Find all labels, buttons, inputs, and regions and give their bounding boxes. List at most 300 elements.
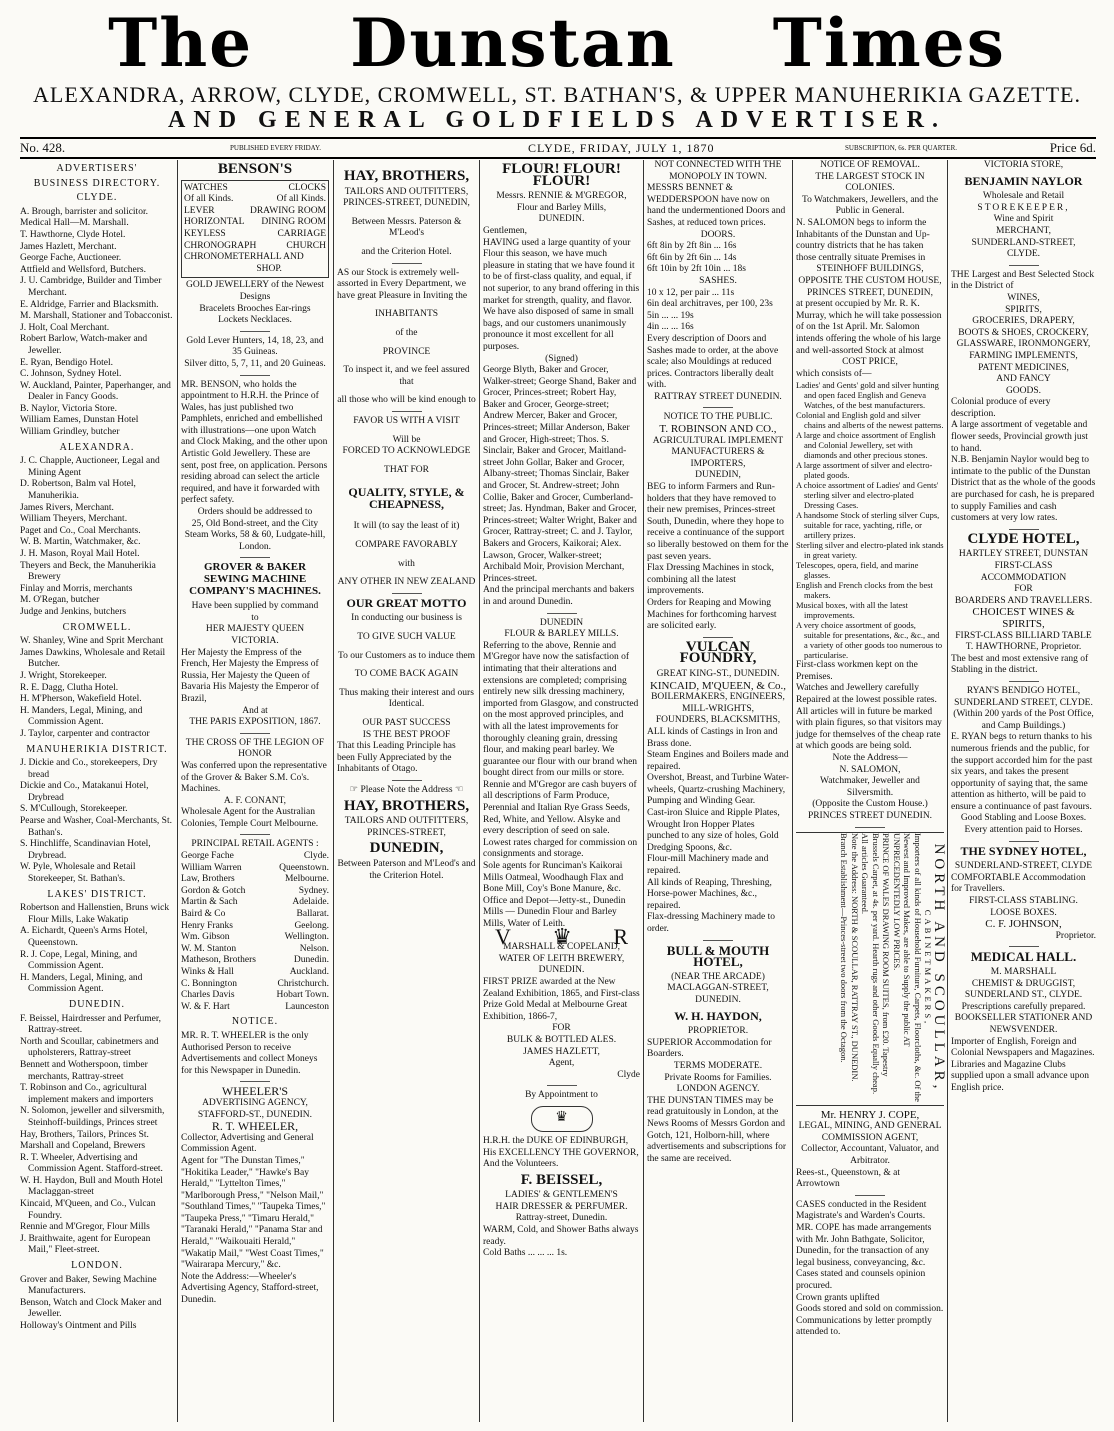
stated-text: Cases stated and counsels opinion procured. xyxy=(796,1269,926,1291)
agent-town: Clyde. xyxy=(303,851,329,862)
directory-entry: Marshall and Copeland, Brewers xyxy=(20,1141,146,1152)
stock-item: A handsome Stock of sterling silver Cups, suitable for race, yachting, rifle, or artillery prizes. xyxy=(796,510,940,541)
bennet-text: MESSRS BENNET & WEDDERSPOON have now on hand the undermentioned Doors and Sashes, at reduced town prices. xyxy=(647,183,786,228)
queen-victoria: HER MAJESTY QUEEN VICTORIA. xyxy=(205,624,305,646)
come-back-text: TO COME BACK AGAIN xyxy=(354,669,459,680)
it-will-text: It will (to say the least of it) xyxy=(353,521,460,532)
column-hay-brothers xyxy=(337,160,476,1422)
between-2: Between Paterson and M'Leod's and xyxy=(337,858,476,869)
superior-text: SUPERIOR Accommodation for Boarders. xyxy=(647,1037,772,1060)
directory-entry: N. Solomon, jeweller and silversmith, Steinhoff-buildings, Princes street xyxy=(20,1106,165,1128)
cope-name: Mr. HENRY J. COPE, xyxy=(820,1108,920,1121)
publication-frequency: PUBLISHED EVERY FRIDAY. xyxy=(230,144,321,152)
directory-entry: Bennett and Wotherspoon, timber merchants, Rattray-street xyxy=(20,1059,148,1082)
agent-name: William Warren xyxy=(181,862,242,873)
stock-item: Ladies' and Gents' gold and silver hunting and open faced English and Geneva Watches, of the best manufacturers. xyxy=(796,380,939,411)
mills-text: Mills — Dunedin Flour and Barley Mills, Water of Leith. xyxy=(483,907,617,929)
agent-town: Ballarat. xyxy=(296,909,329,920)
directory-entry: F. Beissel, Hairdresser and Perfumer, Rattray-street. xyxy=(20,1013,162,1036)
all-those-text: all those who will be kind enough to xyxy=(337,395,476,406)
and-at-label: And at xyxy=(242,705,268,716)
directory-entry: Benson, Watch and Clock Maker and Jeweller. xyxy=(20,1297,162,1320)
opposite-custom: OPPOSITE THE CUSTOM HOUSE, PRINCES STREET, DUNEDIN, xyxy=(798,275,942,298)
clocks-label: CLOCKS xyxy=(288,182,326,193)
repairs-text: Watches and Jewellery carefully Repaired at the lowest possible rates. xyxy=(796,683,937,706)
prescriptions: Prescriptions carefully prepared. xyxy=(961,1001,1086,1012)
hay-subheading: TAILORS AND OUTFITTERS, xyxy=(344,186,469,197)
favor-text: FAVOR US WITH A VISIT xyxy=(353,415,460,426)
salomon-trade: Watchmaker, Jeweller and Silversmith. xyxy=(820,776,920,798)
jewellery-types-2: Lockets Necklaces. xyxy=(218,315,292,326)
directory-entry: J. H. Mason, Royal Mail Hotel. xyxy=(20,549,140,559)
door-price: 6ft 8in by 2ft 8in ... 16s xyxy=(647,241,737,252)
north-scoullar-title: NORTH AND SCOULLAR, xyxy=(931,843,947,1093)
watch-type: KEYLESS xyxy=(184,228,226,239)
grover-heading: GROVER & BAKER SEWING MACHINE COMPANY'S MACHINES. xyxy=(189,561,321,597)
legion-of-honor: THE CROSS OF THE LEGION OF HONOR xyxy=(185,737,325,760)
steam-text: Steam Engines and Boilers made and repaired. xyxy=(647,750,789,772)
value-text: TO GIVE SUCH VALUE xyxy=(357,632,456,643)
divider xyxy=(392,411,422,412)
title-word-dunstan: Dunstan xyxy=(350,4,676,82)
north-scoullar-address: Note the Address: NORTH & SCOULLAR, RATTRAY ST., DUNEDIN. Branch Establishment—Princes-street two doors from the Octagon. xyxy=(839,832,860,1082)
directory-entry: A. Eichardt, Queen's Arms Hotel, Queenstown. xyxy=(20,926,148,948)
near-arcade: (NEAR THE ARCADE) xyxy=(671,971,765,982)
column-rule xyxy=(333,160,334,1422)
agents-heading: PRINCIPAL RETAIL AGENTS : xyxy=(191,839,319,850)
lowest-text: Lowest rates charged for commission on consignments and storage. xyxy=(483,837,638,860)
sashes-heading: SASHES. xyxy=(699,275,737,286)
crest-letter-v: V xyxy=(495,923,511,949)
importer-text: Importer of English, Foreign and Colonial Newspapers and Magazines. xyxy=(951,1036,1095,1059)
watch-type: HORIZONTAL xyxy=(184,217,245,228)
directory-entry: Judge and Jenkins, butchers xyxy=(20,606,127,617)
agent-name: W. M. Stanton xyxy=(181,943,237,954)
signed: (Signed) xyxy=(545,353,578,364)
door-price: 6ft 6in by 2ft 6in ... 14s xyxy=(647,252,737,263)
proprietor: PROPRIETOR. xyxy=(687,1026,749,1037)
flour-heading: FLOUR! FLOUR! FLOUR! xyxy=(502,161,621,189)
clock-type: DRAWING ROOM xyxy=(249,205,326,216)
royal-patrons: Her Majesty the Empress of the French, Her Majesty the Empress of Russia, Her Majesty the Queen of Bavaria His Majesty the Emperor of Brazil, xyxy=(181,647,319,704)
directory-entry: E. Ryan, Bendigo Hotel. xyxy=(20,357,114,368)
robinson-dunedin: DUNEDIN, xyxy=(695,470,741,481)
agent-name: W. & F. Hart xyxy=(181,1001,230,1012)
directory-entry: M. O'Regan, butcher xyxy=(20,595,100,606)
cases-text: CASES conducted in the Resident Magistrate's and Warden's Courts. xyxy=(796,1199,927,1222)
sash-price: 4in ... ... 16s xyxy=(647,322,694,333)
directory-entry: S. Hinchliffe, Scandinavian Hotel, Drybread. xyxy=(20,839,151,861)
divider xyxy=(547,613,577,614)
hay-address: PRINCES-STREET, DUNEDIN, xyxy=(343,198,470,209)
directory-entry: H. Manders, Legal, Mining, and Commission Agent. xyxy=(20,972,143,995)
newspaper-title xyxy=(0,6,1114,80)
cost-price: COST PRICE, xyxy=(842,357,898,368)
kincaid-name: KINCAID, M'QUEEN, & Co., xyxy=(649,679,787,692)
dunedin-mills-heading: DUNEDIN xyxy=(539,617,584,628)
cope-collector: Collector, Accountant, Valuator, and Arbitrator. xyxy=(801,1144,939,1166)
directory-entry: W. Auckland, Painter, Paperhanger, and Dealer in Fancy Goods. xyxy=(20,380,171,403)
monopoly-heading: NOT CONNECTED WITH THE MONOPOLY IN TOWN. xyxy=(654,160,782,182)
gentlemen: Gentlemen, xyxy=(483,225,528,236)
ladies-gentlemen: LADIES' & GENTLEMEN'S xyxy=(505,1190,618,1201)
rtw-text: Collector, Advertising and General Commission Agent. xyxy=(181,1132,314,1155)
section-heading-cromwell: CROMWELL. xyxy=(62,621,132,633)
salomon-stock-list xyxy=(796,380,944,660)
identical-text: Identical. xyxy=(388,699,425,710)
agent-row xyxy=(181,851,329,863)
for-label: FOR xyxy=(552,1023,571,1034)
benson-heading: BENSON'S xyxy=(217,161,293,177)
section-heading-london: LONDON. xyxy=(71,1260,123,1272)
title-word-times: Times xyxy=(772,4,1006,82)
benson-text: MR. BENSON, who holds the appointment to H.R.H. the Prince of Wales, has just published two Pamphlets, enriched and embellished with illustrations—one upon Watch and Clock Making, and the other upon Artistic Gold Jewellery. These are sent, post free, on application. Persons residing abroad can select the article required, and have it forwarded with perfect safety. xyxy=(181,379,328,506)
orders-text: Orders for Reaping and Mowing Machines for forthcoming harvest are solicited early. xyxy=(647,597,777,632)
founders: FOUNDERS, BLACKSMITHS, xyxy=(655,715,781,726)
agent-row xyxy=(181,955,329,967)
masthead-subtitle: ALEXANDRA, ARROW, CLYDE, CROMWELL, ST. BATHAN'S, & UPPER MANUHERIKIA GAZETTE. xyxy=(33,82,1081,107)
directory-entry: E. Aldridge, Farrier and Blacksmith. xyxy=(20,299,159,310)
salomon-name: N. SALOMON, xyxy=(839,764,901,775)
directory-entry: North and Scoullar, cabinetmers and upholsterers, Rattray-street xyxy=(20,1036,159,1059)
agent-town: Dunedin. xyxy=(293,955,329,966)
flax-dressing-text: Flax-dressing Machinery made to order. xyxy=(647,912,775,934)
naylor-name: BENJAMIN NAYLOR xyxy=(964,173,1083,188)
goods-stored: Goods stored and sold on commission. xyxy=(796,1304,944,1315)
prize-text: FIRST PRIZE awarded at the New Zealand Exhibition, 1865, and First-class Prize Gold Medal at Melbourne Great Exhibition, 1866-7, xyxy=(483,976,640,1022)
cabinetmakers: CABINETMAKERS, xyxy=(923,909,934,1026)
issue-number: No. 428. xyxy=(20,140,66,155)
divider xyxy=(1009,529,1039,530)
benson-product-table xyxy=(181,180,329,279)
agent-town: Auckland. xyxy=(289,967,329,977)
beissel-name: F. BEISSEL, xyxy=(520,1171,603,1188)
agent-name: Wm. Gibson xyxy=(181,932,230,943)
hay-stock-text: AS our Stock is extremely well-assorted in Every Department, we have great Pleasure in Inviting the xyxy=(337,267,468,301)
province: PROVINCE xyxy=(382,346,431,357)
directory-entry: T. Robinson and Co., agricultural implement makers and importers xyxy=(20,1083,154,1105)
hay-between: Between Messrs. Paterson & M'Leod's xyxy=(351,216,462,239)
divider xyxy=(240,1081,270,1082)
pointing-hand-icon: ☜ xyxy=(452,784,464,795)
every-text: Every description of Doors and Sashes made to order, at the above scale; also Mouldings at reduced prices. Contractors liberally dealt with. xyxy=(647,333,779,391)
princes-2: PRINCES-STREET, xyxy=(367,827,446,838)
doors-heading: DOORS. xyxy=(700,229,736,240)
column-rule xyxy=(479,160,480,1422)
to-watchmakers: To Watchmakers, Jewellers, and the Public in General. xyxy=(801,194,939,217)
directory-entry: William Eames, Dunstan Hotel xyxy=(20,415,139,426)
buyers-text: Rennie and M'Gregor are cash buyers of all descriptions of Farm Produce, Perennial and Italian Rye Grass Seeds, Red, White, and Yellow. Alsyke and every description of seed on sale. xyxy=(483,779,637,837)
divider xyxy=(1009,265,1039,266)
hazlett-clyde: Clyde xyxy=(617,1069,640,1080)
present-text: at present occupied by Mr. R. K. Murray, which he will take possession of on the 1st April. Mr. Salomon intends offering the whole of his large and well-assorted Stock at almost xyxy=(796,299,942,356)
stock-item: A choice assortment of Ladies' and Gents' sterling silver and electro-plated Dressing Cases. xyxy=(796,480,939,511)
hay-criterion: and the Criterion Hotel. xyxy=(361,246,452,257)
wine-spirit: Wine and Spirit xyxy=(993,214,1054,225)
divider xyxy=(855,1195,885,1196)
beg-text: BEG to inform Farmers and Run-holders that they have removed to their new premises, Princes-street South, Dunedin, where they hope to receive a continuance of the support so liberally bestowed on them for the past seven years. xyxy=(647,482,789,562)
stock-item: A large and choice assortment of English and Colonial Jewellery, set with diamonds and other precious stones. xyxy=(796,430,936,461)
directory-entry: M. Marshall, Stationer and Tobacconist. xyxy=(20,311,173,322)
will-be: Will be xyxy=(392,434,421,445)
stock-item: A very choice assortment of goods, suitable for presentations, &c., &c., and a variety of other goods too numerous to particularise. xyxy=(796,620,943,661)
hazlett-agent: Agent, xyxy=(548,1058,575,1069)
agent-town: Queenstown. xyxy=(279,862,329,873)
princes-street-dunedin: PRINCES STREET DUNEDIN. xyxy=(807,811,933,821)
boarders: BOARDERS AND TRAVELLERS. xyxy=(954,595,1093,606)
bull-dunedin: DUNEDIN. xyxy=(695,994,741,1005)
agent-town: Wellington. xyxy=(284,932,329,943)
agent-row xyxy=(181,1002,329,1014)
cope-legal: LEGAL, MINING, AND GENERAL xyxy=(798,1121,942,1132)
directory-list-manuherikia xyxy=(20,758,174,886)
section-heading-manuherikia: MANUHERIKIA DISTRICT. xyxy=(26,743,168,755)
watch-type: LEVER xyxy=(184,205,215,216)
medical-hall: MEDICAL HALL. xyxy=(970,949,1077,965)
divider xyxy=(392,593,422,594)
paris-exposition: THE PARIS EXPOSITION, 1867. xyxy=(189,717,321,728)
crown-grants: Crown grants uplifted xyxy=(796,1292,880,1303)
agent-name: Baird & Co xyxy=(181,909,226,920)
directory-entry: S. M'Cullough, Storekeeper. xyxy=(20,804,128,815)
directory-entry: William Theyers, Merchant. xyxy=(20,514,128,525)
marshall-copeland: MARSHALL & COPELAND, xyxy=(502,942,621,953)
agent-row xyxy=(181,967,329,979)
largest-stock: THE LARGEST STOCK IN COLONIES. xyxy=(815,171,925,194)
directory-entry: Pearse and Washer, Coal-Merchants, St. Bathan's. xyxy=(20,816,172,838)
divider xyxy=(240,557,270,558)
directory-entry: J. Wright, Storekeeper. xyxy=(20,670,107,681)
directory-entry: J. Holt, Coal Merchant. xyxy=(20,322,110,333)
johnson-proprietor: Proprietor. xyxy=(1055,930,1096,941)
bendigo-hotel: RYAN'S BENDIGO HOTEL, xyxy=(966,685,1081,696)
agent-name: Matheson, Brothers xyxy=(181,955,256,966)
directory-entry: Attfield and Wellsford, Butchers. xyxy=(20,264,146,275)
best-proof-text: IS THE BEST PROOF xyxy=(362,729,451,740)
wheeler-note: Note the Address:—Wheeler's Advertising Agency, Stafford-street, Dunedin. xyxy=(181,1271,319,1306)
agent-row xyxy=(181,921,329,933)
mr-cope-text: MR. COPE has made arrangements with Mr. John Bathgate, Solicitor, Dunedin, for the transaction of any legal business, conveyancing, &c. xyxy=(796,1222,932,1268)
referring-text: Referring to the above, Rennie and M'Gregor have now the satisfaction of intimating that their alterations and extensions are completed; comprising entirely new silk dressing machinery, imported from Glasgow, and constructed on the most approved principles, and with all the latest improvements for thoroughly cleaning grain, dressing flour, and making pearl barley. We guarantee our flour with our brand when bought direct from our mills or store. xyxy=(483,640,639,779)
opposite-custom-house: (Opposite the Custom House.) xyxy=(812,799,928,810)
conducting-text: In conducting our business is xyxy=(351,613,462,624)
clock-type: CARRIAGE xyxy=(277,228,326,239)
overshot-text: Overshot, Breast, and Turbine Water-wheels, Quartz-crushing Machinery, Pumping and Winding Gear. xyxy=(647,773,789,807)
column-rule xyxy=(792,160,793,1422)
agent-town: Nelson. xyxy=(299,943,329,954)
grover-text: Have been supplied by command xyxy=(191,601,319,612)
colonial-produce: Colonial produce of every description. xyxy=(951,397,1051,419)
column-rule xyxy=(947,160,948,1422)
agent-town: Hobart Town. xyxy=(276,990,329,1001)
salomon-text: N. SALOMON begs to inform the Inhabitants of the Dunstan and Up-country districts that he has taken those centrally situate Premises in xyxy=(796,217,930,263)
stabling-text: The best and most extensive rang of Stabling in the district. xyxy=(951,653,1089,676)
divider xyxy=(392,780,422,781)
that-for: THAT FOR xyxy=(384,464,429,475)
and-fancy: AND FANCY xyxy=(996,374,1051,385)
column-flour-mills xyxy=(483,160,640,1422)
storekeeper: STOREKEEPER, xyxy=(977,202,1070,213)
steinhoff: STEINHOFF BUILDINGS, xyxy=(816,264,924,275)
communications: Communications by letter promptly attended to. xyxy=(796,1315,932,1338)
conant-name: A. F. CONANT, xyxy=(223,795,287,806)
agricultural: AGRICULTURAL IMPLEMENT xyxy=(652,435,784,446)
all-articles-text: All articles will in future be marked with plain figures, so that visitors may judge for themselves of the cheap rate at which goods are being sold. xyxy=(796,706,942,752)
tailors-2: TAILORS AND OUTFITTERS, xyxy=(344,816,469,827)
jewellery-types: Bracelets Brooches Ear-rings xyxy=(199,303,311,314)
column-rule xyxy=(177,160,178,1422)
loose-boxes: LOOSE BOXES. xyxy=(990,907,1057,918)
sole-text: Sole agents for Runciman's Kaikorai Mills Oatmeal, Woodhaugh Flax and Bone Mill, Coy's Bone Manure, &c. xyxy=(483,861,624,895)
brewery-dunedin: DUNEDIN. xyxy=(538,965,585,976)
issue-date: CLYDE, FRIDAY, JULY 1, 1870 xyxy=(528,141,715,155)
agent-name: Winks & Hall xyxy=(181,967,234,977)
directory-entry: Holloway's Ointment and Pills xyxy=(20,1321,137,1331)
beissel-address: Rattray-street, Dunedin. xyxy=(515,1213,608,1224)
crown-icon: ♛ xyxy=(552,923,572,949)
largest-text: THE Largest and Best Selected Stock in the District of xyxy=(951,269,1095,292)
silver-price: Silver ditto, 5, 7, 11, and 20 Guineas. xyxy=(184,358,326,369)
agent-row xyxy=(181,886,329,898)
directory-list-london xyxy=(20,1275,174,1333)
agent-name: Henry Franks xyxy=(181,920,233,931)
cope-address: Rees-st., Queenstown, & at Arrowtown xyxy=(796,1167,900,1190)
directory-entry: J. Braithwaite, agent for European Mail," Fleet-street. xyxy=(20,1233,151,1256)
divider xyxy=(240,733,270,734)
boilermakers: BOILERMAKERS, ENGINEERS, MILL-WRIGHTS, xyxy=(651,692,785,714)
maclaggan-street: MACLAGGAN-STREET, xyxy=(667,983,769,994)
agent-town: Melbourne. xyxy=(284,874,329,885)
cope-commission: COMMISSION AGENT, xyxy=(821,1132,919,1143)
office-text: Office and Depot—Jetty-st., Dunedin xyxy=(483,895,626,906)
manufacturers: MANUFACTURERS & IMPORTERS, xyxy=(671,447,765,469)
agent-row xyxy=(181,874,329,886)
clock-type: HALL AND SHOP. xyxy=(256,252,304,274)
directory-list-clyde xyxy=(20,207,174,439)
agent-name: Law, Brothers xyxy=(181,874,235,885)
baths-text: WARM, Cold, and Shower Baths always ready. xyxy=(483,1225,639,1247)
within-text: (Within 200 yards of the Post Office, and Camp Buildings.) xyxy=(953,709,1094,731)
directory-entry: Robert Barlow, Watch-maker and Jeweller. xyxy=(20,334,148,356)
goods: GOODS. xyxy=(1005,385,1042,396)
boots: BOOTS & SHOES, CROCKERY, xyxy=(958,327,1089,338)
directory-entry: George Fache, Auctioneer. xyxy=(20,253,122,264)
column-rule xyxy=(643,160,644,1422)
wheeler-address: STAFFORD-ST., DUNEDIN. xyxy=(197,1109,313,1120)
stock-item: Sterling silver and electro-plated ink stands in great variety. xyxy=(796,540,944,561)
flax-text: Flax Dressing Machines in stock, combining all the latest improvements. xyxy=(647,563,774,597)
stock-item: Colonial and English gold and silver chains and alberts of the newest patterns. xyxy=(796,410,944,431)
terms-text: TERMS MODERATE. xyxy=(673,1060,763,1071)
directory-entry: Medical Hall—M. Marshall. xyxy=(20,218,129,229)
divider xyxy=(547,1085,577,1086)
divider xyxy=(703,940,733,941)
subscription-rate: SUBSCRIPTION, 6s. PER QUARTER. xyxy=(845,144,957,152)
gold-hunters-price: Gold Lever Hunters, 14, 18, 23, and 35 Guineas. xyxy=(186,335,324,358)
directory-entry: R. J. Cope, Legal, Mining, and Commission Agent. xyxy=(20,949,138,972)
directory-heading: ADVERTISERS' xyxy=(56,163,138,174)
choicest: CHOICEST WINES & SPIRITS, xyxy=(972,606,1075,630)
directory-entry: R. E. Dagg, Clutha Hotel. xyxy=(20,682,119,693)
directory-entry: Robertson and Hallenstien, Bruns wick Flour Mills, Lake Wakatip xyxy=(20,903,170,925)
of-the: of the xyxy=(395,327,418,338)
seeds-text: A large assortment of vegetable and flower seeds, Provincial growth just to hand. xyxy=(951,420,1088,454)
stock-item: Telescopes, opera, field, and marine glasses. xyxy=(796,560,919,581)
directory-list-alexandra xyxy=(20,456,174,618)
clocks-kinds: Of all Kinds. xyxy=(276,194,326,205)
directory-entry: C. Johnson, Sydney Hotel. xyxy=(20,369,122,380)
patent: PATENT MEDICINES, xyxy=(978,362,1069,373)
billiard: FIRST-CLASS BILLIARD TABLE xyxy=(955,630,1092,641)
north-scoullar-rotated xyxy=(839,832,947,1103)
cold-baths: Cold Baths ... ... ... 1s. xyxy=(483,1248,568,1259)
watches-kinds: Of all Kinds. xyxy=(184,194,234,205)
directory-entry: James Rivers, Merchant. xyxy=(20,502,114,513)
hay-heading: HAY, BROTHERS, xyxy=(343,168,470,184)
divider xyxy=(703,407,733,408)
sunderland-street: SUNDERLAND-STREET, xyxy=(971,237,1076,248)
clyde-hotel: CLYDE HOTEL, xyxy=(967,530,1080,547)
directory-list-dunedin xyxy=(20,1014,174,1257)
agent-row xyxy=(181,897,329,909)
principal-text: And the principal merchants and bakers in and around Dunedin. xyxy=(483,585,635,607)
divider xyxy=(240,331,270,332)
column-benson-grover xyxy=(181,160,329,1422)
crest-letter-r: R xyxy=(613,923,628,949)
bottled-ales: BULK & BOTTLED ALES. xyxy=(506,1034,617,1045)
victoria-store: VICTORIA STORE, xyxy=(983,160,1064,170)
sydney-hotel: THE SYDNEY HOTEL, xyxy=(960,843,1087,858)
wheeler-heading: WHEELER'S xyxy=(221,1084,289,1099)
watch-type: CHRONOGRAPH xyxy=(184,240,257,251)
bakers-names: George Blyth, Baker and Grocer, Walker-street; George Shand, Baker and Grocer, Princes-street; Robert Hay, Baker and Grocer, George-street; Andrew Mercer, Baker and Grocer, Princes-street; Millar Anderson, Baker and Grocer, High-street; Thos. S. Sinclair, Baker and Grocer, Maitland-street John Gollar, Baker and Grocer, Albany-street; Thomas Sinclair, Baker and Grocer, St. Andrew-street; John Collie, Baker and Grocer, Cumberland-street; Jas. Hyndman, Baker and Grocer, Princes-street; Walter Wright, Baker and Grocer, Rattray-street; C. and J. Taylor, Bakers and Grocers, Kaikorai; Alex. Lawson, Grocer, Walker-street; Archibald Moir, Provision Merchant, Princes-street. xyxy=(483,365,637,584)
directory-entry: Dickie and Co., Matakanui Hotel, Drybread xyxy=(20,781,149,803)
hawthorne: T. HAWTHORNE, Proprietor. xyxy=(965,642,1082,653)
robinson-name: T. ROBINSON AND CO., xyxy=(659,423,777,436)
rattray-address: RATTRAY STREET DUNEDIN. xyxy=(654,391,782,402)
directory-entry: A. Brough, barrister and solicitor. xyxy=(20,206,148,217)
conant-text: Wholesale Agent for the Australian Colonies, Temple Court Melbourne. xyxy=(181,807,319,829)
farming: FARMING IMPLEMENTS, xyxy=(969,350,1078,361)
first-class-stabling: FIRST-CLASS STABLING. xyxy=(969,896,1078,907)
wholesale-retail: Wholesale and Retail xyxy=(982,191,1065,202)
column-business-directory xyxy=(20,160,174,1422)
directory-entry: W. Shanley, Wine and Sprit Merchant xyxy=(20,636,164,647)
divider xyxy=(703,637,733,638)
north-scoullar-text: Importers of all kinds of Household Furniture, Carpets, Floorcloths, &c. Of the Newest and Improved Makes, are able to Supply the public AT UNPRECEDENTEDLY LOW PRICES. xyxy=(892,832,923,1102)
vulcan-heading: VULCAN FOUNDRY, xyxy=(679,638,757,667)
divider xyxy=(392,263,422,264)
criterion-2: the Criterion Hotel. xyxy=(369,870,444,881)
directory-entry: Theyers and Beck, the Manuherikia Brewery xyxy=(20,560,156,583)
agent-name: Gordon & Gotch xyxy=(181,885,246,896)
bookseller: BOOKSELLER STATIONER AND NEWSVENDER. xyxy=(954,1013,1093,1035)
messrs-rennie: Messrs. RENNIE & M'GREGOR, xyxy=(496,191,627,202)
having-text: HAVING used a large quantity of your Flour this season, we have much pleasure in stating that we have found it to be of first-class quality, and equal, if not superior, to any brand offering in this market for strength, quality, and flavor. We have also disposed of same in small bags, and our customers unanimously pronounce it most excellent for all purposes. xyxy=(483,237,640,352)
haydon-name: W. H. HAYDON, xyxy=(674,1008,762,1023)
comfortable-text: COMFORTABLE Accommodation for Travellers. xyxy=(951,872,1086,895)
agent-town: Geelong. xyxy=(294,920,329,931)
column-salomon-cope xyxy=(796,160,947,1422)
divider xyxy=(240,834,270,835)
directory-entry: J. C. Chapple, Auctioneer, Legal and Mining Agent xyxy=(20,456,160,478)
clock-type: DINING ROOM xyxy=(261,217,326,228)
door-price: 6ft 10in by 2ft 10in ... 18s xyxy=(647,264,746,275)
directory-entry: Paget and Co., Coal Merchants. xyxy=(20,525,141,536)
workmen-text: First-class workmen kept on the Premises. xyxy=(796,660,918,682)
stock-item: English and French clocks from the best makers. xyxy=(796,580,933,601)
watch-type: CHRONOMETER xyxy=(184,252,257,263)
